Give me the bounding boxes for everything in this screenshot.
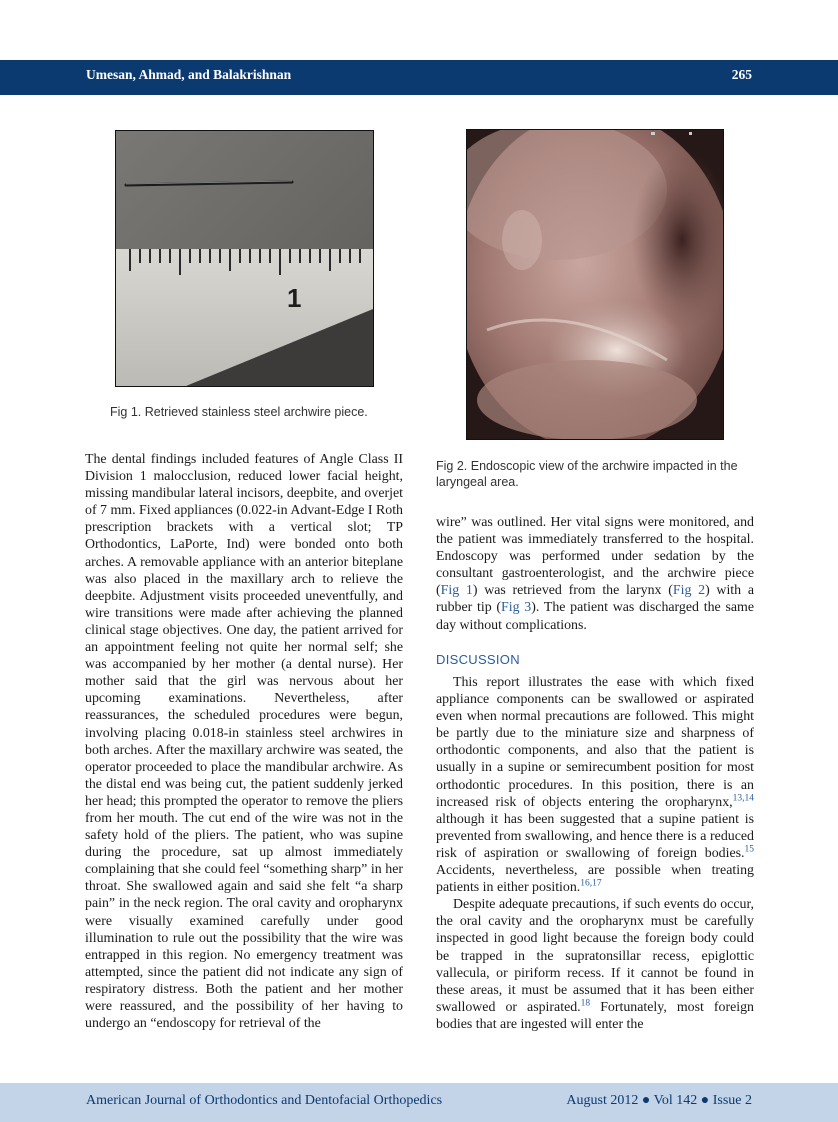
figure-3-link[interactable]: Fig 3	[501, 600, 532, 616]
running-footer	[0, 1083, 838, 1122]
issue-info: August 2012 ● Vol 142 ● Issue 2	[566, 1093, 752, 1108]
figure-2-caption: Fig 2. Endoscopic view of the archwire impacted in the laryngeal area.	[436, 459, 738, 489]
body-text-left-column	[85, 451, 403, 1032]
discussion-paragraph-2: Despite adequate precautions, if such events do occur, the oral cavity and the oropharynx must be carefully inspected in good light because the foreign body could be trapped in the supratonsillar recess, epiglottic vallecula, or piriform recess. If it cannot be found in these areas, it must be assumed that it has been either swallowed or aspirated.$^{18}$ Fortunately, most foreign bodies that are ingested will enter the	[436, 897, 754, 1032]
figure-2-image	[466, 129, 724, 440]
discussion-paragraph-1: This report illustrates the ease with which fixed appliance components can be swallowed or aspirated even when normal precautions are followed. This might be partly due to the miniature size and sharpness of orthodontic components, and also that the patient is usually in a supine or semirecumbent position for most orthodontic procedures. In this position, there is an increased risk of objects entering the oropharynx,$^{13,14}$ although it has been suggested that a supine patient is prevented from swallowing, and hence there is a reduced risk of aspiration or swallowing of foreign bodies.$^{15}$ Accidents, nevertheless, are possible when treating patients in either position.$^{16,17}$	[436, 675, 754, 896]
reference-link[interactable]: 16,17	[580, 878, 602, 889]
header-authors: Umesan, Ahmad, and Balakrishnan	[86, 67, 292, 82]
body-paragraph: wire” was outlined. Her vital signs were monitored, and the patient was immediately transferred to the hospital. Endoscopy was performed under sedation by the consultant gastroenterologist, and the archwire piece (Fig 1) was retrieved from the larynx (Fig 2) with a rubber tip (Fig 3). The patient was discharged the same day without complications.	[436, 515, 754, 633]
figure-1-caption: Fig 1. Retrieved stainless steel archwire piece.	[110, 405, 368, 419]
reference-link[interactable]: 13,14	[732, 793, 754, 804]
reference-link[interactable]: 18	[580, 998, 591, 1009]
journal-name: American Journal of Orthodontics and Dentofacial Orthopedics	[86, 1093, 443, 1108]
ruler-number: 1	[287, 283, 302, 313]
page-number: 265	[731, 67, 752, 82]
body-text-right-column-top	[436, 514, 754, 634]
figure-1-image	[115, 130, 374, 387]
running-header	[0, 60, 838, 95]
discussion-text	[436, 674, 754, 1033]
archwire-ruler-illustration	[116, 131, 373, 386]
discussion-heading: DISCUSSION	[436, 652, 520, 667]
reference-link[interactable]: 15	[744, 844, 754, 855]
endoscopic-view-illustration	[467, 130, 723, 439]
figure-2-link[interactable]: Fig 2	[672, 583, 706, 599]
body-paragraph: The dental findings included features of Angle Class II Division 1 malocclusion, reduced lower facial height, missing mandibular lateral incisors, deepbite, and overjet of 7 mm. Fixed appliances (0.022-in Advant-Edge I Roth prescription brackets with a vertical slot; TP Orthodontics, LaPorte, Ind) were bonded onto both arches. A removable appliance with an anterior biteplane was also placed in the maxillary arch to relieve the deepbite. Adjustment visits proceeded uneventfully, and wire transitions were made after achieving the planned clinical stage objectives. One day, the patient arrived for an appointment feeling not quite her normal self; she was accompanied by her mother (a dental nurse). Her mother said that the girl was nervous about her upcoming examinations. Nevertheless, after reassurances, the scheduled procedures were begun, involving placing 0.018-in stainless steel archwires in both arches. After the maxillary archwire was seated, the operator proceeded to place the mandibular archwire. As the distal end was being cut, the patient suddenly jerked her head; this prompted the operator to remove the pliers from her mouth. The cut end of the wire was not in the safety hold of the pliers. The patient, who was supine during the procedure, sat up almost immediately complaining that she could feel “something sharp” in her throat. She swallowed again and said she felt “a sharp pain” in the neck region. The oral cavity and oropharynx were visually examined carefully under good illumination to rule out the possibility that the wire was entrapped in this region. No emergency treatment was attempted, since the patient did not indicate any sign of respiratory distress. Both the patient and her mother were reassured, and the possibility of her having to undergo an “endoscopy for retrieval of the	[85, 452, 403, 1032]
figure-1-link[interactable]: Fig 1	[440, 583, 473, 599]
